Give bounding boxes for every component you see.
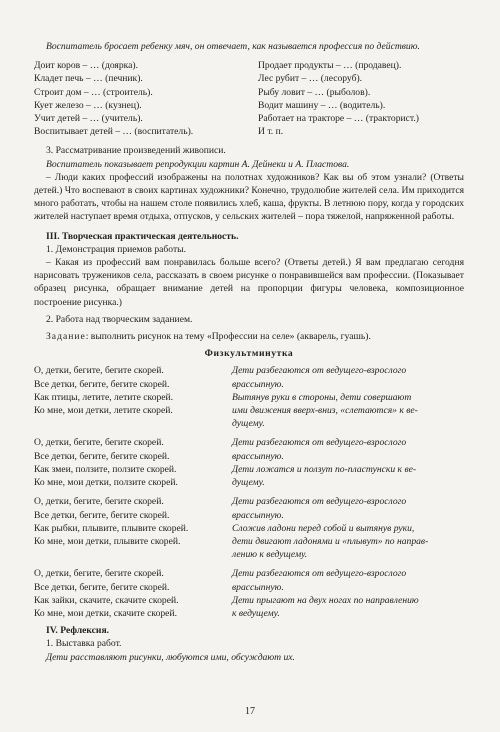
task-intro-paragraph: – Какая из профессий вам понравилась больше всего? (Ответы детей.) Я вам предлагаю сегодня нарисовать тружеников села, рассказать в своем рисунке о понравившейся вам профессии. (Показывает образец рисунка, обращает внимание детей на пропорции фигуры человека, композиционное построение рисунка.) <box>34 257 464 308</box>
phys-title: Физкультминутка <box>204 348 294 360</box>
stanza-1 <box>34 364 464 430</box>
item3-note: Воспитатель показывает репродукции картин А. Дейнеки и А. Пластова. <box>46 158 350 170</box>
poem-note: врассыпную. <box>232 450 284 462</box>
pairs-left-column <box>34 59 246 138</box>
task-line <box>34 330 464 343</box>
pair-right: Рыбу ловит – … (рыболов). <box>258 86 371 98</box>
stanza-3 <box>34 495 464 561</box>
poem-line: Все детки, бегите, бегите скорей. <box>34 378 170 390</box>
poem-note: Сложив ладони перед собой и вытянув руки, <box>232 522 415 534</box>
pair-right: Водит машину – … (водитель). <box>258 99 386 111</box>
poem-line: Ко мне, мои детки, плывите скорей. <box>34 535 181 547</box>
poem-note: врассыпную. <box>232 509 284 521</box>
poem-line: Как рыбки, плывите, плывите скорей. <box>34 522 189 534</box>
pair-left: Доит коров – … (доярка). <box>34 60 139 72</box>
poem-line: О, детки, бегите, бегите скорей. <box>34 437 164 449</box>
poem-note: Вытянув руки в стороны, дети совершают <box>232 391 412 403</box>
poem-note: к ведущему. <box>232 607 280 619</box>
section-3-item-2: 2. Работа над творческим заданием. <box>46 313 193 325</box>
pair-left: Учит детей – … (учитель). <box>34 113 143 125</box>
poem-line: Все детки, бегите, бегите скорей. <box>34 581 170 593</box>
discussion-paragraph: – Люди каких профессий изображены на полотнах художников? Как вы об этом узнали? (Ответы детей.) Что воспевают в своих картинах художники? Конечно, трудолюбие жителей села. Им приходится много работать, чтобы на нашем столе появились хлеб, каша, фрукты. В летнюю пору, когда у городских жителей наступает время отдыха, отпусков, у сельских жителей – пора тяжелой, напряженной работы. <box>34 171 464 223</box>
page-number: 17 <box>245 706 255 717</box>
poem-note: Дети прыгают на двух ногах по направлению <box>232 594 419 606</box>
poem-note: дущему. <box>232 418 265 430</box>
poem-line: О, детки, бегите, бегите скорей. <box>34 568 164 580</box>
pairs-right-column <box>258 59 464 138</box>
pair-left: Кует железо – … (кузнец). <box>34 99 142 111</box>
section-3-item-1: 1. Демонстрация приемов работы. <box>46 243 186 255</box>
task-label: Задание <box>46 331 86 343</box>
poem-note: Дети разбегаются от ведущего-взрослого <box>232 496 407 508</box>
pair-right: Лес рубит – … (лесоруб). <box>258 73 363 85</box>
section-3-title: III. Творческая практическая деятельность. <box>46 230 239 242</box>
poem-line: О, детки, бегите, бегите скорей. <box>34 496 164 508</box>
poem-note: лению к ведущему. <box>232 549 308 561</box>
poem-note: Дети разбегаются от ведущего-взрослого <box>232 365 407 377</box>
stanza-2 <box>34 436 464 489</box>
poem-note: врассыпную. <box>232 581 284 593</box>
section-4-title: IV. Рефлексия. <box>46 625 110 637</box>
poem-note: Дети разбегаются от ведущего-взрослого <box>232 437 407 449</box>
poem-line: Все детки, бегите, бегите скорей. <box>34 450 170 462</box>
poem-line: Все детки, бегите, бегите скорей. <box>34 509 170 521</box>
poem-line: Как зайки, скачите, скачите скорей. <box>34 594 179 606</box>
poem-note: Дети разбегаются от ведущего-взрослого <box>232 568 407 580</box>
pair-left: Кладет печь – … (печник). <box>34 73 143 85</box>
profession-pairs <box>34 59 464 138</box>
poem-note: Дети ложатся и ползут по-пластунски к ве- <box>232 463 417 475</box>
pair-right: И т. п. <box>258 126 284 138</box>
poem-line: О, детки, бегите, бегите скорей. <box>34 365 164 377</box>
pair-left: Воспитывает детей – … (воспитатель). <box>34 126 194 138</box>
poem-note: врассыпную. <box>232 378 284 390</box>
stanza-4 <box>34 567 464 620</box>
task-text: : выполнить рисунок на тему «Профессии на селе» (акварель, гуашь). <box>85 331 371 343</box>
pair-right: Продает продукты – … (продавец). <box>258 60 402 72</box>
poem-note: дети двигают ладонями и «плывут» по направ- <box>232 535 429 547</box>
poem-note: ими движения вверх-вниз, «слетаются» к ве- <box>232 405 418 417</box>
poem-line: Как птицы, летите, летите скорей. <box>34 391 174 403</box>
poem-line: Ко мне, мои детки, ползите скорей. <box>34 477 178 489</box>
poem-line: Ко мне, мои детки, летите скорей. <box>34 405 173 417</box>
section-4-note: Дети расставляют рисунки, любуются ими, обсуждают их. <box>46 651 295 663</box>
item3-heading: 3. Рассматривание произведений живописи. <box>46 145 226 157</box>
pair-right: Работает на тракторе – … (тракторист.) <box>258 113 419 125</box>
intro-text: Воспитатель бросает ребенку мяч, он отвечает, как называется профессия по действию. <box>46 41 420 52</box>
poem-line: Как змеи, ползите, ползите скорей. <box>34 463 177 475</box>
poem-note: дущему. <box>232 477 265 489</box>
pair-left: Строит дом – … (строитель). <box>34 86 153 98</box>
poem-line: Ко мне, мои детки, скачите скорей. <box>34 607 177 619</box>
section-4-item-1: 1. Выставка работ. <box>46 638 122 650</box>
